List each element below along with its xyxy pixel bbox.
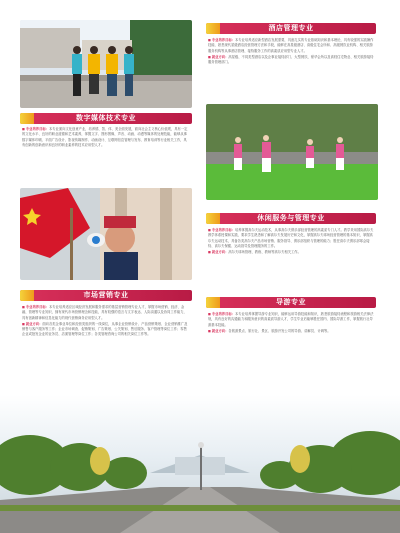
campus-photo (0, 395, 400, 533)
hotel-title: 酒店管理专业 (268, 24, 314, 32)
marketing-text: ■ 专业培养目标：本专业培养适应区域经济发展和服务需求的基层营销管理专业人才，掌握市场营销、经济、金融、管理等专业知识，拥有现代市场营销理念和技能，具有较强的语言与文字表达、人际沟通以及协同工作能力，具有创新精神和信息化能力的现代营销商务应用型人才。 ■ 就业方向：面向各类企事业单位和经营类组织的一线岗位，从事企业营销设计、产品营销策划、企业营销推广及销售与客户服务等工作；企业市场调查、促销策划、广告策划、公关策划、售后服务、客户管理等岗位工作；零售企业或批发企业的业务员、店面管理等岗位工作；各类管理咨询公司的相关岗位工作等。 (22, 305, 190, 339)
hotel-text: ■ 专业培养目标：本专业培养适应新型酒店发展需要，具备扎实的专业基础知识和基本理论，具有较强的实践操作技能、熟悉现代星级酒店经营管理方法和手段，能够在高星级酒店、高级住宅会所和、高级餐饮业机构、相关旅游服务机构等从事酒店管理、接待服务工作的高素质应用型专业人才。 ■ 就业方向：高星级、不同类型酒店以及企事业接待部门、大型餐饮、豪华会所以及高档住宅物业、相关旅游接待服务管理部门。 (208, 38, 374, 66)
media-photo (20, 188, 192, 280)
hotel-title-bar (206, 23, 376, 34)
tour-guide-title: 导游专业 (276, 298, 306, 306)
leisure-title-bar (206, 213, 376, 224)
tour-guide-text: ■ 专业培养目标：本专业培养掌握导游专业知识，能够运用导游技能和知识，熟悉旅游接待流程和旅游相关法律法规，具有良好的沟通能力和服务意识的高素质导游人才，学生毕业后能够胜任国内、国际导游工作，掌握旅行社导游基本技能。 ■ 就业方向：各旅游景点、旅行社、景区、旅游开发公司的导游、讲解员、计调等。 (208, 312, 374, 335)
golf-photo (206, 104, 378, 200)
marketing-title: 市场营销专业 (83, 291, 129, 299)
digital-media-text: ■ 专业培养目标：本专业面向文化创意产业，培养德、智、体、美全面发展，面向社会主义核心价值观，具有一定的文化水平、良好的职业道德和艺术素养，掌握文字、图形图像、声音、动画、动漫等媒体的处理技能，能够从事数字媒体印刷、平面广告设计、影视传媒制作、动画设计、互联网信息管理与发布、教育培训等行业相关工作，具有创新的创新意识和良好的职业素养的技术应用型人才。 (22, 127, 190, 149)
leisure-text: ■ 专业培养目标：培养掌握高尔夫运动技术，从事高尔夫俱乐部经营管理的高素质专门人才。教学采用国际高尔夫教学体系授课和实践，要求学生熟悉和了解高尔夫发展历史和文化，掌握高尔夫球场经营管理的基本知识，掌握高尔夫运动技术，具备各类高尔夫产品市场营销、服务指导、俱乐部组织与管理的能力；胜任高尔夫俱乐部球会接待、高尔夫保健、运动指导及管理服务的工作。 ■ 就业方向：高尔夫球场管理、教练、教师等高尔夫相关工作。 (208, 228, 374, 256)
tour-guide-title-bar (206, 297, 376, 308)
digital-media-title: 数字媒体技术专业 (76, 114, 136, 122)
students-photo (20, 20, 192, 108)
digital-media-title-bar (20, 113, 192, 124)
marketing-title-bar (20, 290, 192, 301)
leisure-title: 休闲服务与管理专业 (257, 214, 325, 222)
